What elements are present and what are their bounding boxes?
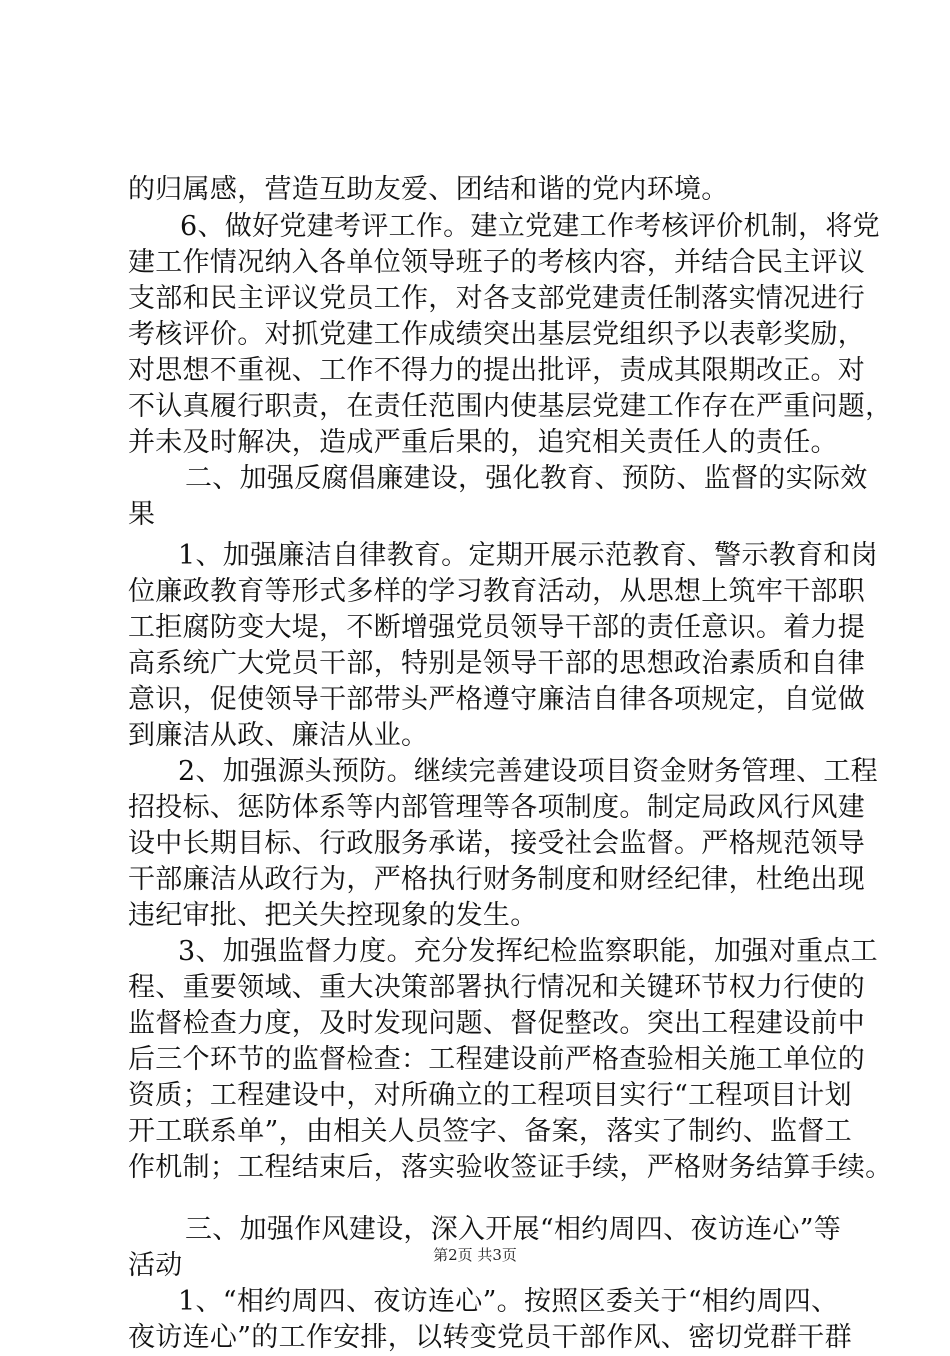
text-line: 2、加强源头预防。继续完善建设项目资金财务管理、工程 [178,756,878,787]
text-line: 高系统广大党员干部，特别是领导干部的思想政治素质和自律 [128,648,866,679]
text-line: 夜访连心”的工作安排，以转变党员干部作风、密切党群干群 [128,1322,852,1353]
text-line: 资质；工程建设中，对所确立的工程项目实行“工程项目计划 [128,1080,852,1111]
text-line: 并未及时解决，造成严重后果的，追究相关责任人的责任。 [128,427,838,458]
text-line: 意识，促使领导干部带头严格遵守廉洁自律各项规定，自觉做 [128,684,866,715]
text-line: 作机制；工程结束后，落实验收签证手续，严格财务结算手续。 [128,1152,893,1183]
text-line: 对思想不重视、工作不得力的提出批评，责成其限期改正。对 [128,355,866,386]
text-line: 监督检查力度，及时发现问题、督促整改。突出工程建设前中 [128,1008,866,1039]
text-line: 3、加强监督力度。充分发挥纪检监察职能，加强对重点工 [178,936,878,967]
text-line: 6、做好党建考评工作。建立党建工作考核评价机制，将党 [180,211,880,242]
text-line: 位廉政教育等形式多样的学习教育活动，从思想上筑牢干部职 [128,576,866,607]
section-heading: 三、加强作风建设，深入开展“相约周四、夜访连心”等 [185,1214,842,1245]
section-heading: 二、加强反腐倡廉建设，强化教育、预防、监督的实际效 [185,463,868,494]
text-line: 支部和民主评议党员工作，对各支部党建责任制落实情况进行 [128,283,866,314]
section-heading: 果 [128,499,156,530]
text-line: 招投标、惩防体系等内部管理等各项制度。制定局政风行风建 [128,792,866,823]
text-line: 后三个环节的监督检查：工程建设前严格查验相关施工单位的 [128,1044,866,1075]
page-number: 第2页 共3页 [433,1246,517,1264]
text-line: 干部廉洁从政行为，严格执行财务制度和财经纪律，杜绝出现 [128,864,866,895]
text-line: 到廉洁从政、廉洁从业。 [128,720,429,751]
text-line: 违纪审批、把关失控现象的发生。 [128,900,538,931]
text-line: 程、重要领域、重大决策部署执行情况和关键环节权力行使的 [128,972,866,1003]
text-line: 不认真履行职责，在责任范围内使基层党建工作存在严重问题， [128,391,893,422]
section-heading: 活动 [128,1250,183,1281]
text-line: 设中长期目标、行政服务承诺，接受社会监督。严格规范领导 [128,828,866,859]
text-line: 考核评价。对抓党建工作成绩突出基层党组织予以表彰奖励， [128,319,866,350]
text-line: 开工联系单”，由相关人员签字、备案，落实了制约、监督工 [128,1116,852,1147]
text-line: 工拒腐防变大堤，不断增强党员领导干部的责任意识。着力提 [128,612,866,643]
text-line: 建工作情况纳入各单位领导班子的考核内容，并结合民主评议 [128,247,866,278]
text-line: 1、加强廉洁自律教育。定期开展示范教育、警示教育和岗 [178,540,878,571]
text-line: 的归属感，营造互助友爱、团结和谐的党内环境。 [128,174,729,205]
text-line: 1、“相约周四、夜访连心”。按照区委关于“相约周四、 [178,1286,839,1317]
